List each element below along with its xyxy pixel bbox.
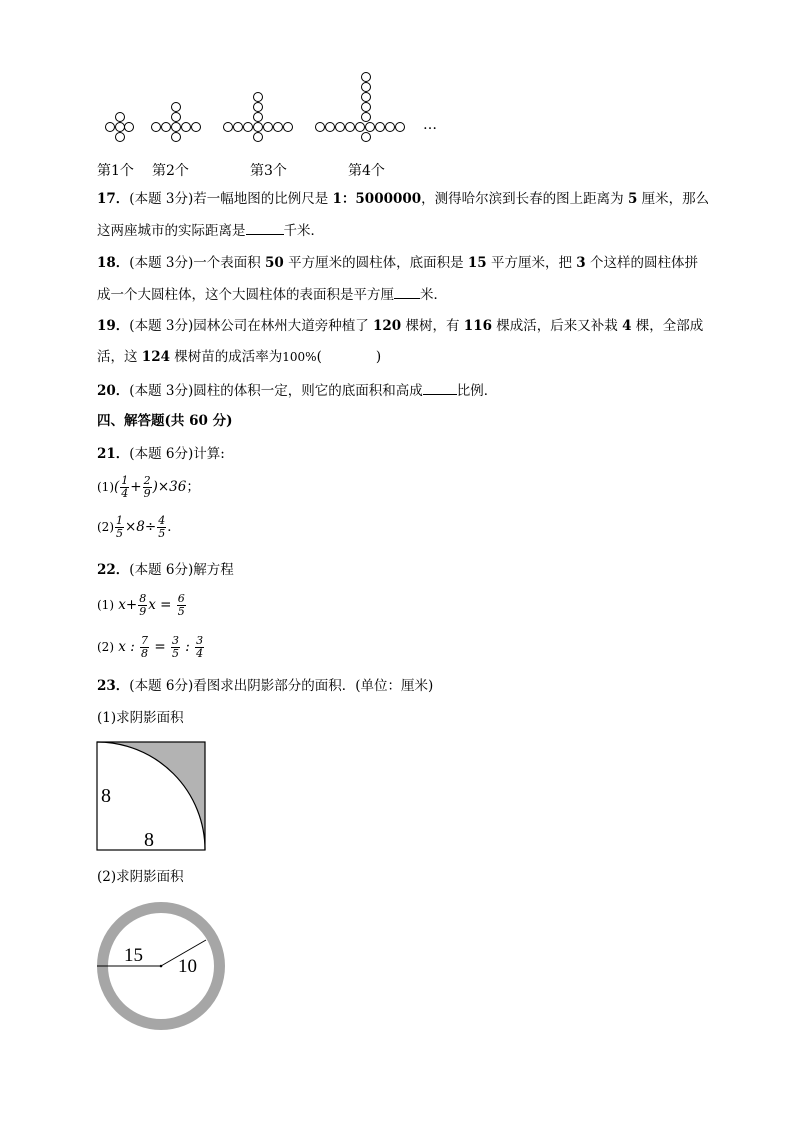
side-label-bottom: 8 xyxy=(144,829,154,851)
ring-figure xyxy=(94,899,228,1033)
question-21-line-1: 21．(本题 6分)计算: xyxy=(97,446,225,462)
question-23-part-2: (2)求阴影面积 xyxy=(97,869,184,885)
inner-radius-label: 10 xyxy=(178,956,197,977)
center-point xyxy=(160,965,163,968)
question-21-part-1: (1)( $\frac{1}{4}$ + $\frac{2}{9}$ )×36； xyxy=(97,474,200,500)
score-tag: (本题 3分) xyxy=(129,318,194,334)
trees-alive: 116 xyxy=(463,318,492,334)
text: 这两座城市的实际距离是 xyxy=(97,223,246,239)
text: 看图求出阴影部分的面积．(单位：厘米) xyxy=(193,678,434,694)
score-tag: (本题 3分) xyxy=(129,255,194,271)
square-quarter-circle-figure xyxy=(95,740,210,853)
question-17-line-2 xyxy=(97,221,324,240)
math-expression: x+ $\frac{8}{9}$ x = $\frac{6}{5}$ xyxy=(118,592,185,618)
text: 成一个大圆柱体，这个大圆柱体的表面积是平方厘 xyxy=(97,287,394,303)
text: 活，这 xyxy=(97,349,142,365)
surface-area: 50 xyxy=(265,255,284,271)
text: 米． xyxy=(420,287,447,303)
score-tag: (本题 6分) xyxy=(129,562,194,578)
base-area: 15 xyxy=(467,255,487,271)
answer-blank[interactable] xyxy=(394,285,420,299)
scale-ratio: 1：5000000 xyxy=(332,191,422,207)
question-number: 19 xyxy=(97,318,116,334)
question-19-line-2 xyxy=(97,348,381,366)
judgement-paren[interactable]: ( ) xyxy=(316,349,382,365)
survival-rate: 100% xyxy=(282,350,317,364)
text: 平方厘米，把 xyxy=(486,255,577,271)
question-number: 22 xyxy=(97,562,116,578)
trees-planted: 120 xyxy=(373,318,402,334)
math-expression: x : $\frac{7}{8}$ = $\frac{3}{5}$ : $\frac{3}{4}$ xyxy=(118,634,204,660)
section-heading: 四、解答题(共 60 分) xyxy=(97,413,233,429)
question-number: 20 xyxy=(97,383,116,399)
side-label-left: 8 xyxy=(101,785,111,807)
question-19-line-1: 19．(本题 3分)园林公司在林州大道旁种植了 120 棵树，有 116 棵成活，后来又补栽 4 棵，全部成 xyxy=(97,318,704,334)
text: 棵树苗的成活率为 xyxy=(169,349,283,365)
pattern-2 xyxy=(152,103,201,142)
text: 计算: xyxy=(193,446,225,462)
answer-blank[interactable] xyxy=(246,221,284,235)
text: 厘米，那么 xyxy=(637,191,710,207)
question-18-line-2 xyxy=(97,285,447,304)
pattern-caption-3: 第3个 xyxy=(250,163,287,179)
score-tag: (本题 3分) xyxy=(129,383,194,399)
outer-radius-label: 15 xyxy=(124,945,143,966)
cylinder-count: 3 xyxy=(576,255,586,271)
text: 个这样的圆柱体拼 xyxy=(585,255,698,271)
question-20-line-1: 20．(本题 3分)圆柱的体积一定，则它的底面积和高成 比例． xyxy=(97,383,498,399)
question-17-line-1: 17．(本题 3分)若一幅地图的比例尺是 1：5000000，测得哈尔滨到长春的图上距离为 5 厘米，那么 xyxy=(97,191,710,207)
question-number: 17 xyxy=(97,191,116,207)
text: 圆柱的体积一定，则它的底面积和高成 xyxy=(193,383,423,399)
pattern-1 xyxy=(106,113,134,142)
question-number: 21 xyxy=(97,446,116,462)
text: 棵树，有 xyxy=(401,318,464,334)
question-23-line-1: 23．(本题 6分)看图求出阴影部分的面积．(单位：厘米) xyxy=(97,678,434,694)
score-tag: (本题 3分) xyxy=(129,191,194,207)
pattern-caption-2: 第2个 xyxy=(152,163,189,179)
question-18-line-1: 18．(本题 3分)一个表面积 50 平方厘米的圆柱体，底面积是 15 平方厘米，把 3 个这样的圆柱体拼 xyxy=(97,255,698,271)
question-22-part-2 xyxy=(97,632,205,662)
question-23-part-1: (1)求阴影面积 xyxy=(97,710,184,726)
text: 棵成活，后来又补栽 xyxy=(491,318,623,334)
pattern-4 xyxy=(316,73,405,142)
pattern-caption-4: 第4个 xyxy=(348,163,385,179)
dot-pattern-figure xyxy=(90,70,450,150)
pattern-caption-1: 第1个 xyxy=(97,163,134,179)
text: 一个表面积 xyxy=(193,255,266,271)
text: 解方程 xyxy=(193,562,234,578)
question-22-part-1 xyxy=(97,590,187,620)
pattern-3 xyxy=(224,93,293,142)
part-label: (1) xyxy=(97,480,114,494)
part-label: (2) xyxy=(97,520,114,534)
score-tag: (本题 6分) xyxy=(129,678,194,694)
text: ，测得哈尔滨到长春的图上距离为 xyxy=(421,191,628,207)
math-expression: $\frac{1}{5}$ ×8÷ $\frac{4}{5}$ xyxy=(116,514,166,540)
score-tag: (本题 6分) xyxy=(129,446,194,462)
math-expression: ( $\frac{1}{4}$ + $\frac{2}{9}$ )×36 xyxy=(114,474,187,500)
text: 千米． xyxy=(283,223,324,239)
pattern-ellipsis: … xyxy=(423,117,437,133)
question-21-part-2: (2) $\frac{1}{5}$ ×8÷ $\frac{4}{5}$ ． xyxy=(97,514,181,540)
trees-total: 124 xyxy=(141,349,170,365)
question-number: 18 xyxy=(97,255,116,271)
text: 比例． xyxy=(456,383,498,399)
part-label: (2) xyxy=(97,640,114,654)
text: 园林公司在林州大道旁种植了 xyxy=(193,318,374,334)
map-distance: 5 xyxy=(627,191,638,207)
answer-blank[interactable] xyxy=(423,381,457,395)
text: 若一幅地图的比例尺是 xyxy=(193,191,333,207)
question-22-line-1: 22．(本题 6分)解方程 xyxy=(97,562,234,578)
text: 平方厘米的圆柱体，底面积是 xyxy=(283,255,468,271)
question-number: 23 xyxy=(97,678,116,694)
part-label: (1) xyxy=(97,598,114,612)
text: 棵，全部成 xyxy=(631,318,704,334)
trees-replanted: 4 xyxy=(622,318,632,334)
